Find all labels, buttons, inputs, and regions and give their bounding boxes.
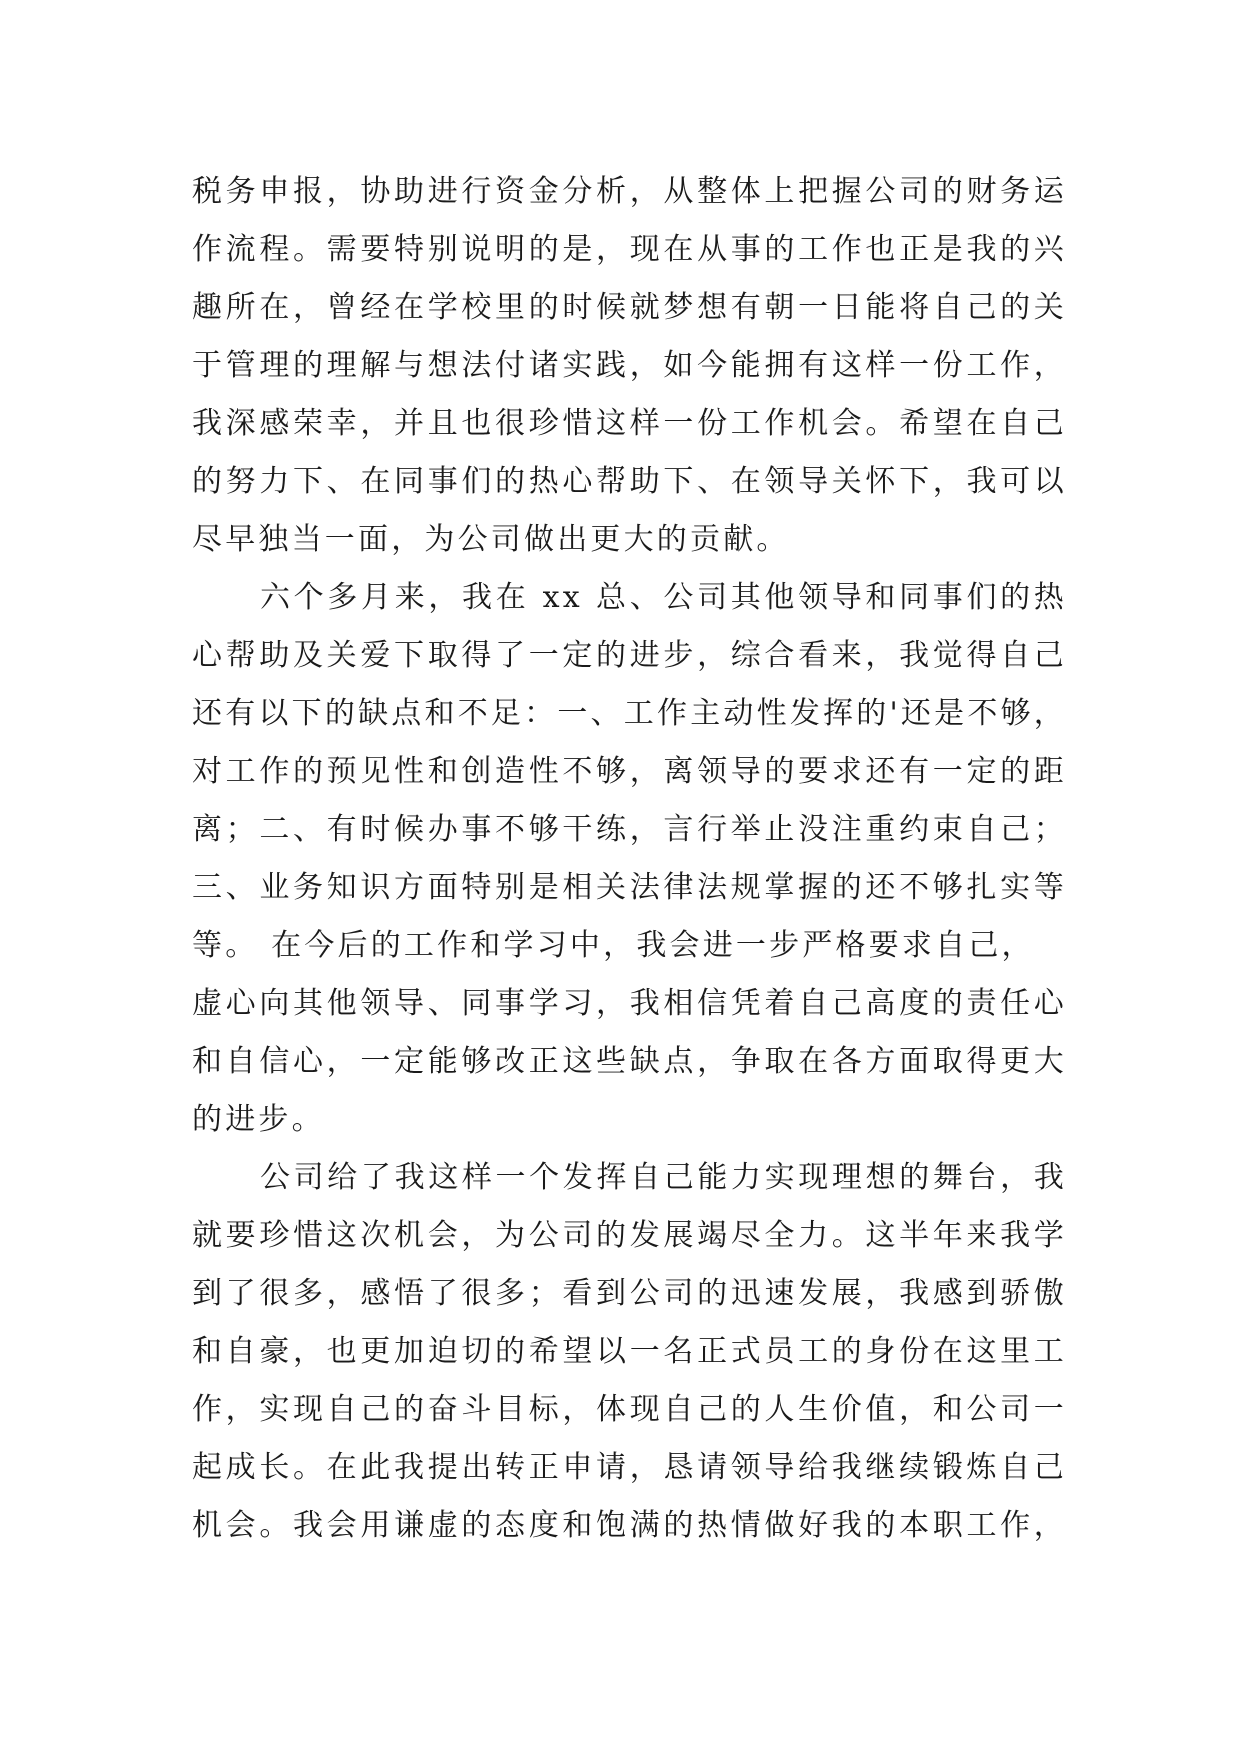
text-line: 离；二、有时候办事不够干练，言行举止没注重约束自己； — [192, 812, 1067, 847]
text-line: 心帮助及关爱下取得了一定的进步，综合看来，我觉得自己 — [192, 638, 1067, 673]
text-line: 等。 在今后的工作和学习中，我会进一步严格要求自己， — [192, 928, 1035, 963]
text-line: 对工作的预见性和创造性不够，离领导的要求还有一定的距 — [192, 754, 1067, 789]
text-line: 的努力下、在同事们的热心帮助下、在领导关怀下，我可以 — [192, 464, 1067, 499]
text-line: 三、业务知识方面特别是相关法律法规掌握的还不够扎实等 — [192, 870, 1067, 905]
text-line: 到了很多，感悟了很多；看到公司的迅速发展，我感到骄傲 — [192, 1276, 1067, 1311]
text-line: 虚心向其他领导、同事学习，我相信凭着自己高度的责任心 — [192, 986, 1067, 1021]
text-line: 和自信心，一定能够改正这些缺点，争取在各方面取得更大 — [192, 1044, 1067, 1079]
text-line: 六个多月来，我在 xx 总、公司其他领导和同事们的热 — [260, 580, 1067, 615]
text-line: 机会。我会用谦虚的态度和饱满的热情做好我的本职工作， — [192, 1508, 1067, 1543]
text-line: 还有以下的缺点和不足：一、工作主动性发挥的'还是不够， — [192, 696, 1067, 731]
document-body — [192, 163, 1067, 1555]
text-line: 我深感荣幸，并且也很珍惜这样一份工作机会。希望在自己 — [192, 406, 1067, 441]
text-line: 就要珍惜这次机会，为公司的发展竭尽全力。这半年来我学 — [192, 1218, 1067, 1253]
text-line: 作，实现自己的奋斗目标，体现自己的人生价值，和公司一 — [192, 1392, 1067, 1427]
text-line: 的进步。 — [192, 1102, 325, 1137]
text-line: 和自豪，也更加迫切的希望以一名正式员工的身份在这里工 — [192, 1334, 1067, 1369]
text-line: 起成长。在此我提出转正申请，恳请领导给我继续锻炼自己 — [192, 1450, 1067, 1485]
text-line: 作流程。需要特别说明的是，现在从事的工作也正是我的兴 — [192, 232, 1067, 267]
text-line: 于管理的理解与想法付诸实践，如今能拥有这样一份工作， — [192, 348, 1067, 383]
text-line: 公司给了我这样一个发挥自己能力实现理想的舞台，我 — [260, 1160, 1067, 1195]
text-line: 趣所在，曾经在学校里的时候就梦想有朝一日能将自己的关 — [192, 290, 1067, 325]
text-line: 尽早独当一面，为公司做出更大的贡献。 — [192, 522, 790, 557]
text-line: 税务申报，协助进行资金分析，从整体上把握公司的财务运 — [192, 174, 1067, 209]
